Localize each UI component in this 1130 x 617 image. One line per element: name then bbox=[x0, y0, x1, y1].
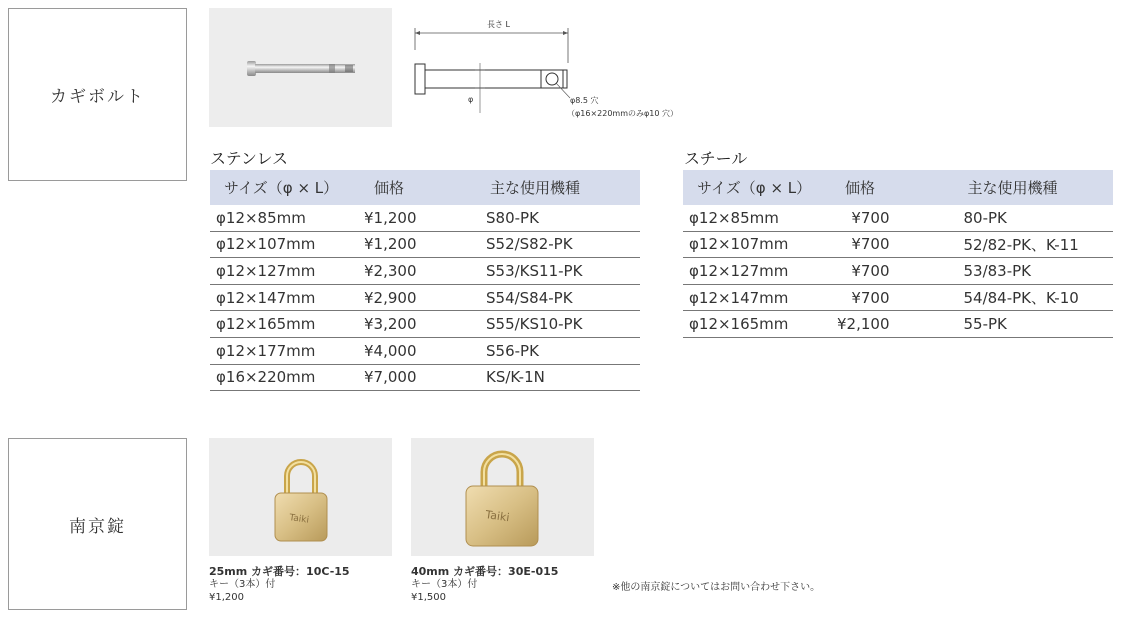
cell-price: ¥4,000 bbox=[360, 337, 476, 364]
cell-size: φ12×127mm bbox=[683, 258, 831, 285]
cell-price: ¥700 bbox=[831, 284, 954, 311]
table-row bbox=[210, 364, 640, 391]
table-row bbox=[210, 231, 640, 258]
cell-models: KS/K-1N bbox=[476, 364, 640, 391]
padlock-40mm-photo bbox=[411, 438, 594, 556]
bolt-photo bbox=[209, 8, 392, 127]
section-label-padlock-text: 南京錠 bbox=[69, 516, 126, 537]
cell-size: φ12×85mm bbox=[210, 205, 360, 231]
padlock-25mm-keys: キー（3本）付 bbox=[209, 579, 276, 590]
steel-table bbox=[683, 170, 1113, 338]
cell-models: S55/KS10-PK bbox=[476, 311, 640, 338]
table-row bbox=[683, 258, 1113, 285]
bolt-dimension-diagram bbox=[405, 8, 735, 133]
cell-models: 80-PK bbox=[954, 205, 1114, 231]
cell-models: 55-PK bbox=[954, 311, 1114, 338]
section-label-bolt bbox=[8, 8, 187, 181]
stainless-rows bbox=[210, 205, 640, 391]
table-row bbox=[210, 311, 640, 338]
table-row bbox=[210, 258, 640, 285]
cell-size: φ12×147mm bbox=[683, 284, 831, 311]
cell-size: φ12×127mm bbox=[210, 258, 360, 285]
padlock-40mm-image bbox=[411, 438, 594, 556]
cell-price: ¥2,300 bbox=[360, 258, 476, 285]
stainless-header-row bbox=[210, 170, 640, 205]
cell-models: S53/KS11-PK bbox=[476, 258, 640, 285]
table-row bbox=[210, 284, 640, 311]
table-row bbox=[210, 205, 640, 231]
table-row bbox=[210, 337, 640, 364]
padlock-40mm-price: ¥1,500 bbox=[411, 592, 446, 603]
cell-price: ¥2,900 bbox=[360, 284, 476, 311]
hole-note: （φ16×220mmのみφ10 穴） bbox=[567, 109, 679, 118]
lock-brand-text: Taiki bbox=[288, 513, 310, 526]
padlock-25mm-image bbox=[209, 438, 392, 556]
padlock-25mm-title: 25mm カギ番号：10C-15 bbox=[209, 565, 350, 578]
table-row bbox=[683, 311, 1113, 338]
table-row bbox=[683, 205, 1113, 231]
stainless-table bbox=[210, 170, 640, 391]
steel-rows bbox=[683, 205, 1113, 337]
cell-size: φ12×165mm bbox=[683, 311, 831, 338]
cell-size: φ12×147mm bbox=[210, 284, 360, 311]
cell-price: ¥3,200 bbox=[360, 311, 476, 338]
cell-models: S54/S84-PK bbox=[476, 284, 640, 311]
cell-price: ¥2,100 bbox=[831, 311, 954, 338]
cell-price: ¥700 bbox=[831, 205, 954, 231]
lock-brand-text: Taiki bbox=[484, 508, 511, 525]
padlock-40mm-title: 40mm カギ番号：30E-015 bbox=[411, 565, 559, 578]
cell-price: ¥1,200 bbox=[360, 205, 476, 231]
steel-title: スチール bbox=[684, 149, 748, 168]
cell-size: φ12×85mm bbox=[683, 205, 831, 231]
stainless-title: ステンレス bbox=[210, 149, 289, 168]
table-row bbox=[683, 284, 1113, 311]
header-models: 主な使用機種 bbox=[954, 170, 1114, 205]
diameter-symbol: φ bbox=[468, 95, 474, 104]
cell-price: ¥700 bbox=[831, 258, 954, 285]
cell-models: 53/83-PK bbox=[954, 258, 1114, 285]
header-price: 価格 bbox=[360, 170, 476, 205]
cell-models: 54/84-PK、K-10 bbox=[954, 284, 1114, 311]
section-label-bolt-text: カギボルト bbox=[50, 87, 145, 107]
padlock-40mm-caption bbox=[411, 565, 558, 604]
cell-models: S80-PK bbox=[476, 205, 640, 231]
cell-models: 52/82-PK、K-11 bbox=[954, 231, 1114, 258]
cell-size: φ12×165mm bbox=[210, 311, 360, 338]
cell-size: φ12×177mm bbox=[210, 337, 360, 364]
dimension-drawing bbox=[405, 8, 735, 133]
bolt-image bbox=[209, 8, 392, 127]
cell-price: ¥1,200 bbox=[360, 231, 476, 258]
padlock-25mm-price: ¥1,200 bbox=[209, 592, 244, 603]
padlock-40mm-keys: キー（3本）付 bbox=[411, 579, 478, 590]
cell-price: ¥7,000 bbox=[360, 364, 476, 391]
cell-models: S56-PK bbox=[476, 337, 640, 364]
cell-size: φ16×220mm bbox=[210, 364, 360, 391]
section-label-padlock bbox=[8, 438, 187, 610]
hole-label: φ8.5 穴 bbox=[570, 96, 599, 105]
cell-size: φ12×107mm bbox=[210, 231, 360, 258]
padlock-25mm-photo bbox=[209, 438, 392, 556]
header-models: 主な使用機種 bbox=[476, 170, 640, 205]
cell-size: φ12×107mm bbox=[683, 231, 831, 258]
header-size: サイズ（φ × L） bbox=[210, 170, 360, 205]
header-price: 価格 bbox=[831, 170, 954, 205]
steel-header-row bbox=[683, 170, 1113, 205]
table-row bbox=[683, 231, 1113, 258]
cell-models: S52/S82-PK bbox=[476, 231, 640, 258]
length-label: 長さ L bbox=[487, 20, 510, 29]
padlock-note: ※他の南京錠についてはお問い合わせ下さい。 bbox=[612, 582, 821, 593]
padlock-25mm-caption bbox=[209, 565, 350, 604]
header-size: サイズ（φ × L） bbox=[683, 170, 831, 205]
cell-price: ¥700 bbox=[831, 231, 954, 258]
